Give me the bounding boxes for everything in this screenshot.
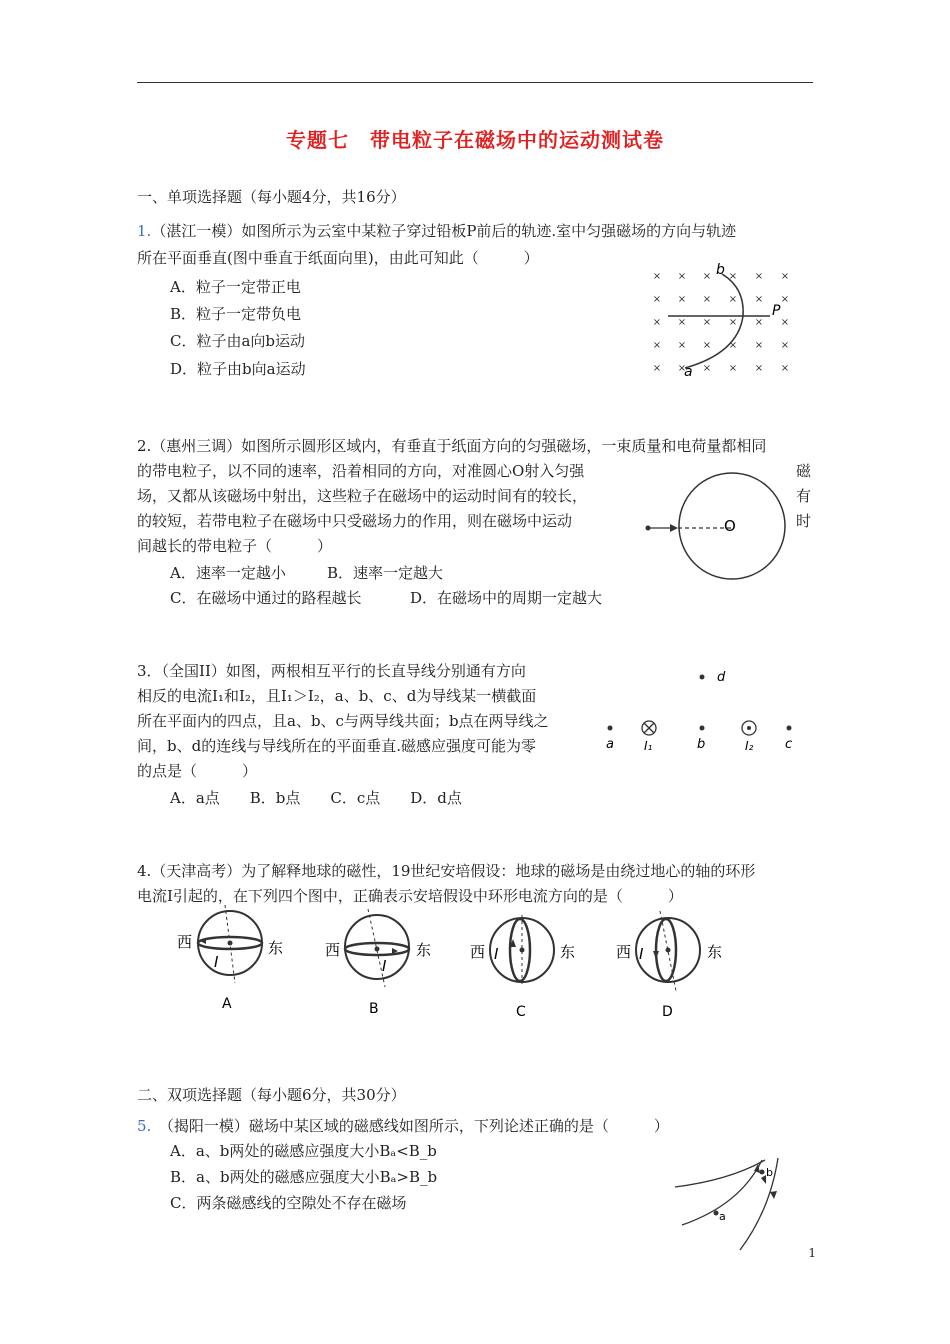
question-1-number: 1. [137,222,152,240]
svg-text:×: × [702,340,712,351]
svg-text:×: × [728,271,738,282]
option-label-d: D [662,1004,673,1020]
label-i1: I₁ [644,739,653,753]
west-label: 西 [616,943,632,961]
svg-text:×: × [754,363,764,374]
svg-text:×: × [677,294,687,305]
field-line-1 [675,1160,765,1187]
svg-text:×: × [780,271,790,282]
svg-text:×: × [652,363,662,374]
question-4-line-1: 4.（天津高考）为了解释地球的磁性，19世纪安培假设：地球的磁场是由绕过地心的轴的环形 [137,862,756,880]
option-label-a: A [222,996,232,1012]
earth-diagram-b [325,909,431,1017]
current-label: I [639,945,644,963]
label-d: d [717,670,726,685]
page-number: 1 [808,1246,816,1260]
question-1-line-1 [137,218,736,245]
arrow-head-icon [670,524,678,532]
question-4-figures [170,905,730,1025]
point-d [700,675,705,680]
question-2-option-c: C．在磁场中通过的路程越长 [170,589,362,607]
question-1-figure [640,258,800,383]
west-label: 西 [325,941,341,959]
question-2-figure [640,470,790,582]
east-label: 东 [560,943,576,961]
arrow-head-icon [770,1191,777,1199]
point-c [787,726,792,731]
label-i2: I₂ [745,739,754,753]
point-a [714,1211,719,1216]
question-5-line-1 [137,1113,669,1140]
svg-text:×: × [754,340,764,351]
svg-text:×: × [728,317,738,328]
question-2-option-d: D．在磁场中的周期一定越大 [410,589,603,607]
question-1-option-a: A．粒子一定带正电 [170,278,301,296]
option-label-b: B [369,1001,379,1017]
option-label-c: C [516,1004,526,1020]
svg-text:×: × [652,294,662,305]
question-5-option-b: B．a、b两处的磁感应强度大小Bₐ>B_b [170,1168,438,1186]
svg-text:×: × [677,340,687,351]
current-label: I [494,945,499,963]
question-2-option-b: B．速率一定越大 [327,564,444,582]
svg-text:×: × [780,363,790,374]
svg-text:×: × [652,340,662,351]
question-5-option-c: C．两条磁感线的空隙处不存在磁场 [170,1194,407,1212]
label-p: P [772,303,781,319]
west-label: 西 [470,943,486,961]
current-label: I [382,957,387,975]
svg-text:×: × [702,317,712,328]
east-label: 东 [707,943,723,961]
point-b [700,726,705,731]
question-1-option-b: B．粒子一定带负电 [170,305,302,323]
question-1-text: （湛江一模）如图所示为云室中某粒子穿过铅板P前后的轨迹.室中匀强磁场的方向与轨迹 [151,222,737,240]
page-title: 专题七 带电粒子在磁场中的运动测试卷 [286,128,664,152]
question-1-option-c: C．粒子由a向b运动 [170,332,306,350]
east-label: 东 [416,941,432,959]
label-a: a [684,364,693,380]
svg-text:×: × [728,294,738,305]
label-b: b [716,262,725,278]
question-3-line-3: 所在平面内的四点，且a、b、c与两导线共面；b点在两导线之 [137,712,549,730]
question-2-line-5: 间越长的带电粒子（ ） [137,537,333,555]
label-b: b [697,737,706,752]
question-3-options: A．a点 B．b点 C．c点 D．d点 [170,789,462,807]
svg-text:×: × [754,317,764,328]
earth-diagram-a [177,905,283,1012]
question-5-option-a: A．a、b两处的磁感应强度大小Bₐ<B_b [170,1142,437,1160]
current-label: I [214,953,219,971]
question-2-line-2: 的带电粒子，以不同的速率，沿着相同的方向，对准圆心O射入匀强 [137,462,585,480]
question-2-option-a: A．速率一定越小 [170,564,286,582]
east-label: 东 [268,939,284,957]
question-3-line-2: 相反的电流I₁和I₂，且I₁＞I₂，a、b、c、d为导线某一横截面 [137,687,537,705]
magnetic-field-cross-markers [653,271,789,374]
svg-text:×: × [652,317,662,328]
question-3-line-4: 间，b、d的连线与导线所在的平面垂直.磁感应强度可能为零 [137,737,536,755]
question-2-line-2-end: 磁 [796,462,812,480]
point-b [760,1170,765,1175]
label-c: c [785,737,793,752]
label-a: a [606,737,614,752]
question-5-figure [670,1150,795,1255]
question-2-line-4-end: 时 [796,512,812,530]
earth-diagram-c [470,915,575,1020]
point-a [608,726,613,731]
question-3-line-5: 的点是（ ） [137,762,258,780]
svg-text:×: × [702,271,712,282]
svg-text:×: × [677,271,687,282]
svg-text:×: × [677,363,687,374]
current-into-page-icon [642,721,656,735]
current-out-of-page-icon [742,721,756,735]
svg-text:×: × [702,363,712,374]
question-5-number: 5. [137,1117,152,1135]
question-1-line-2: 所在平面垂直(图中垂直于纸面向里)，由此可知此（ ） [137,249,539,267]
svg-text:×: × [754,294,764,305]
section-1-heading: 一、单项选择题（每小题4分，共16分） [137,188,406,206]
earth-diagram-d [616,911,722,1020]
label-b: b [766,1166,773,1179]
svg-text:×: × [780,317,790,328]
question-5-text: （揭阳一模）磁场中某区域的磁感线如图所示，下列论述正确的是（ ） [166,1117,669,1135]
question-2-line-3: 场，又都从该磁场中射出，这些粒子在磁场中的运动时间有的较长， [137,487,588,505]
svg-text:×: × [652,271,662,282]
header-rule [137,82,813,83]
west-label: 西 [177,933,193,951]
question-3-figure [598,665,803,760]
question-4-line-2: 电流I引起的，在下列四个图中，正确表示安培假设中环形电流方向的是（ ） [137,887,683,905]
question-2-line-3-end: 有 [796,487,812,505]
svg-text:×: × [728,340,738,351]
question-2-line-4: 的较短，若带电粒子在磁场中只受磁场力的作用，则在磁场中运动 [137,512,573,530]
svg-text:×: × [728,363,738,374]
svg-text:×: × [780,294,790,305]
svg-text:×: × [754,271,764,282]
svg-text:×: × [677,317,687,328]
label-a: a [719,1210,726,1223]
center-label-o: O [724,517,736,535]
section-2-heading: 二、双项选择题（每小题6分，共30分） [137,1086,406,1104]
svg-text:×: × [780,340,790,351]
question-2-line-1: 2.（惠州三调）如图所示圆形区域内，有垂直于纸面方向的匀强磁场，一束质量和电荷量都相同 [137,437,767,455]
svg-text:×: × [702,294,712,305]
question-1-option-d: D．粒子由b向a运动 [170,360,306,378]
question-3-line-1: 3．（全国II）如图，两根相互平行的长直导线分别通有方向 [137,662,526,680]
